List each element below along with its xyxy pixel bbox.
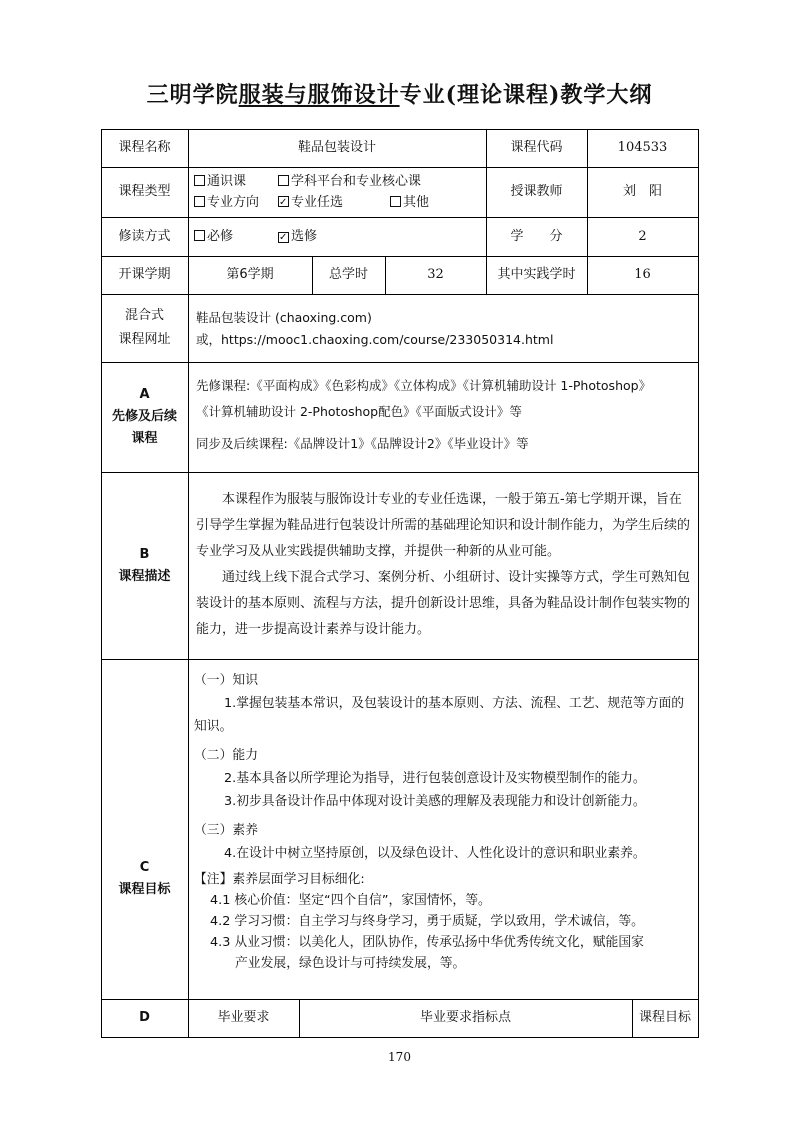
header-requirement-indicator: 毕业要求指标点: [419, 1010, 511, 1025]
goal-detail-4-1: 4.1 核心价值：坚定“四个自信”，家国情怀，等。: [210, 893, 491, 908]
value-teacher: 刘 阳: [622, 184, 662, 199]
section-c-header: [101, 659, 188, 999]
goal-heading-ability: （二）能力: [194, 748, 258, 763]
title-suffix: 专业(理论课程)教学大纲: [399, 82, 653, 108]
label-website: [101, 294, 188, 362]
option-direction: 专业方向: [207, 195, 260, 210]
value-semester: 第6学期: [226, 267, 274, 282]
section-a-header: [101, 362, 188, 472]
section-c-letter: C: [139, 860, 150, 875]
title-major: 服装与服饰设计: [238, 82, 400, 108]
header-graduation-requirement: 毕业要求: [217, 1010, 270, 1025]
option-platform: 学科平台和专业核心课: [291, 174, 422, 189]
course-type-options: [188, 167, 486, 217]
website-link-chaoxing[interactable]: 鞋品包装设计 (chaoxing.com): [196, 310, 372, 325]
checkbox-platform[interactable]: [278, 175, 289, 186]
value-course-name: 鞋品包装设计: [297, 140, 376, 155]
follow-up-courses: 同步及后续课程:《品牌设计1》《品牌设计2》《毕业设计》等: [196, 436, 529, 451]
label-website-line1: 混合式: [124, 308, 164, 323]
label-website-line2: 课程网址: [118, 332, 171, 347]
checkbox-general[interactable]: [194, 175, 205, 186]
label-practice-hours: 其中实践学时: [497, 267, 576, 282]
description-paragraph-2: 通过线上线下混合式学习、案例分析、小组研讨、设计实操等方式，学生可熟知包装设计的基本原则、流程与方法，提升创新设计思维，具备为鞋品设计制作包装实物的能力，进一步提高设计素养与设计能力。: [196, 570, 691, 637]
title-school: 三明学院: [146, 82, 239, 108]
section-b-letter: B: [139, 546, 150, 562]
goal-ability-2: 2.基本具备以所学理论为指导，进行包装创意设计及实物模型制作的能力。: [224, 771, 646, 786]
section-a-name-line1: 先修及后续: [111, 409, 177, 424]
checkbox-required[interactable]: [194, 230, 205, 241]
label-course-code: 课程代码: [510, 140, 563, 155]
goal-knowledge-1: 1.掌握包装基本常识，及包装设计的基本原则、方法、流程、工艺、规范等方面的知识。: [194, 696, 685, 734]
page-number: 170: [388, 1050, 411, 1064]
goal-literacy-4: 4.在设计中树立坚持原创，以及绿色设计、人性化设计的意识和职业素养。: [224, 846, 646, 861]
description-paragraph-1: 本课程作为服装与服饰设计专业的专业任选课，一般于第五-第七学期开课，旨在引导学生掌握为鞋品进行包装设计所需的基础理论知识和设计制作能力，为学生后续的专业学习及从业实践提供辅助支撑，并提供一种新的从业可能。: [196, 492, 691, 559]
option-other: 其他: [403, 195, 430, 210]
value-total-hours: 32: [427, 267, 444, 282]
value-practice-hours: 16: [634, 267, 651, 282]
label-credits: 学 分: [510, 228, 563, 244]
option-elective: 专业任选: [291, 195, 344, 210]
checkbox-optional-checked[interactable]: [278, 232, 289, 243]
section-a-letter: A: [139, 387, 150, 402]
label-study-mode: 修读方式: [118, 228, 171, 244]
option-optional: 选修: [291, 228, 318, 244]
label-course-type: 课程类型: [118, 184, 171, 199]
label-semester: 开课学期: [118, 267, 171, 282]
study-mode-options: [188, 217, 486, 256]
checkbox-elective-checked[interactable]: [278, 196, 289, 207]
section-a-content: [188, 362, 698, 472]
website-content: [188, 294, 698, 362]
header-course-goal: 课程目标: [638, 1010, 691, 1025]
website-link-mooc[interactable]: 或，https://mooc1.chaoxing.com/course/233050314.html: [196, 332, 554, 347]
section-b-header: [101, 472, 188, 659]
section-a-name-line2: 课程: [131, 431, 158, 446]
label-course-name: 课程名称: [118, 140, 171, 155]
goal-heading-knowledge: （一）知识: [194, 673, 258, 688]
checkbox-direction[interactable]: [194, 196, 205, 207]
section-d-letter: D: [139, 1010, 150, 1025]
option-general: 通识课: [207, 174, 247, 189]
value-course-code: 104533: [617, 140, 668, 155]
label-total-hours: 总学时: [328, 267, 368, 282]
goal-heading-literacy: （三）素养: [194, 823, 258, 838]
section-b-name: 课程描述: [118, 568, 171, 584]
checkbox-other[interactable]: [390, 196, 401, 207]
label-teacher: 授课教师: [510, 184, 563, 199]
section-b-content: [188, 472, 698, 659]
goal-detail-4-3a: 4.3 从业习惯：以美化人，团队协作，传承弘扬中华优秀传统文化，赋能国家: [210, 935, 644, 950]
prerequisite-line2: 《计算机辅助设计 2-Photoshop配色》《平面版式设计》等: [196, 404, 522, 419]
syllabus-table: [101, 129, 699, 1038]
section-c-name: 课程目标: [118, 882, 171, 897]
page-title: [0, 78, 799, 109]
prerequisite-line1: 先修课程:《平面构成》《色彩构成》《立体构成》《计算机辅助设计 1-Photoshop》: [196, 378, 652, 393]
value-credits: 2: [638, 228, 647, 244]
section-c-content: [188, 659, 698, 999]
goal-detail-4-3b: 产业发展，绿色设计与可持续发展，等。: [235, 956, 466, 971]
option-required: 必修: [207, 228, 234, 244]
goal-ability-3: 3.初步具备设计作品中体现对设计美感的理解及表现能力和设计创新能力。: [224, 794, 646, 809]
goal-note: 【注】素养层面学习目标细化:: [194, 872, 365, 887]
goal-detail-4-2: 4.2 学习习惯：自主学习与终身学习，勇于质疑，学以致用，学术诚信，等。: [210, 914, 644, 929]
